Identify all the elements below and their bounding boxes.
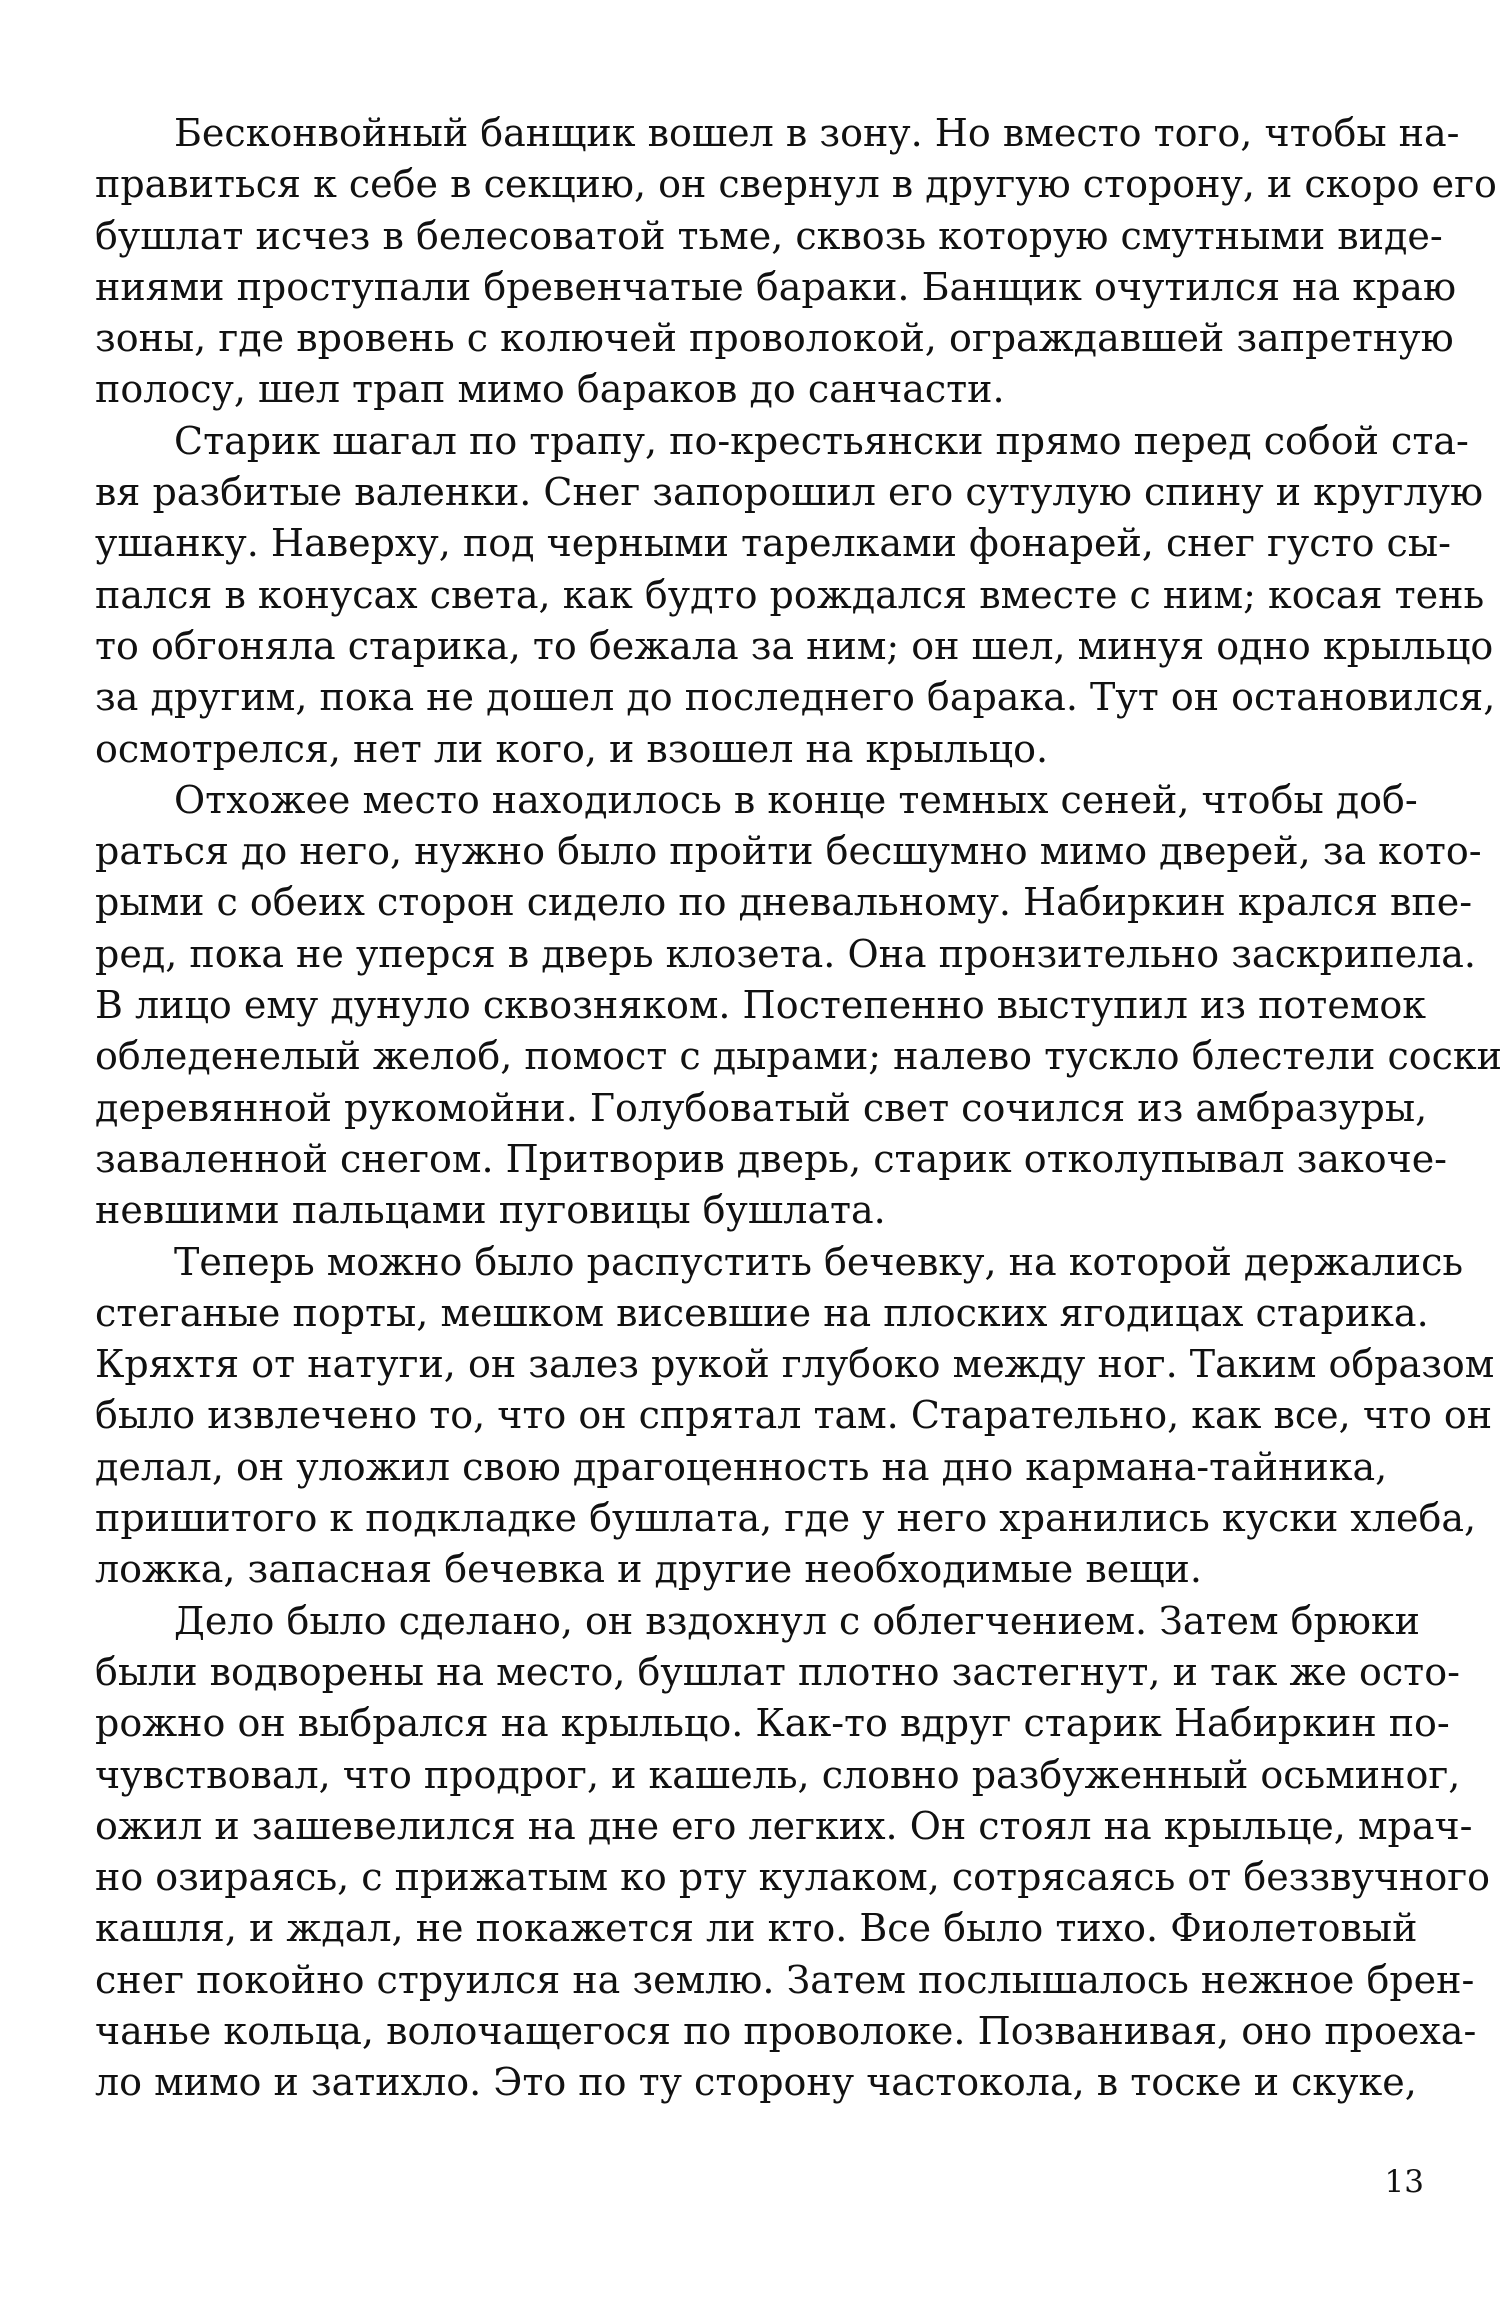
text-line: кашля, и ждал, не покажется ли кто. Все было тихо. Фиолетовый [95,1906,1418,1951]
text-line: ушанку. Наверху, под черными тарелками фонарей, снег густо сы- [95,521,1451,566]
paragraph-3 [95,775,1502,1237]
text-line: Дело было сделано, он вздохнул с облегчением. Затем брюки [174,1598,1421,1643]
text-line: ожил и зашевелился на дне его легких. Он стоял на крыльце, мрач- [95,1803,1473,1848]
text-line: были водворены на место, бушлат плотно застегнут, и так же осто- [95,1649,1460,1694]
text-line: Кряхтя от натуги, он залез рукой глубоко между ног. Таким образом [95,1342,1495,1387]
body-text [95,108,1502,2109]
text-line: ло мимо и затихло. Это по ту сторону частокола, в тоске и скуке, [95,2060,1417,2105]
text-line: стеганые порты, мешком висевшие на плоских ягодицах старика. [95,1290,1429,1335]
text-line: раться до него, нужно было пройти бесшумно мимо дверей, за кото- [95,829,1482,874]
text-line: Старик шагал по трапу, по-крестьянски прямо перед собой ста- [174,418,1469,463]
text-line: то обгоняла старика, то бежала за ним; он шел, минуя одно крыльцо [95,623,1494,668]
text-line: В лицо ему дунуло сквозняком. Постепенно выступил из потемок [95,983,1427,1028]
text-line: ред, пока не уперся в дверь клозета. Она пронзительно заскрипела. [95,931,1476,976]
text-line: ложка, запасная бечевка и другие необходимые вещи. [95,1547,1202,1592]
paragraph-5 [95,1596,1490,2109]
text-line: Теперь можно было распустить бечевку, на которой держались [174,1239,1464,1284]
text-line: делал, он уложил свою драгоценность на дно кармана-тайника, [95,1444,1388,1489]
text-line: снег покойно струился на землю. Затем послышалось нежное брен- [95,1957,1475,2002]
text-line: зоны, где вровень с колючей проволокой, ограждавшей запретную [95,316,1454,361]
text-line: Бесконвойный банщик вошел в зону. Но вместо того, чтобы на- [174,111,1460,155]
text-line: деревянной рукомойни. Голубоватый свет сочился из амбразуры, [95,1085,1428,1130]
text-line: чанье кольца, волочащегося по проволоке. Позванивая, оно проеха- [95,2008,1477,2053]
text-line: чувствовал, что продрог, и кашель, словно разбуженный осьминог, [95,1752,1461,1797]
text-line: пался в конусах света, как будто рождался вместе с ним; косая тень [95,572,1485,617]
text-line: ниями проступали бревенчатые бараки. Банщик очутился на краю [95,264,1457,309]
text-line: рожно он выбрался на крыльцо. Как-то вдруг старик Набиркин по- [95,1701,1450,1746]
text-line: правиться к себе в секцию, он свернул в другую сторону, и скоро его [95,162,1497,207]
paragraph-1 [95,108,1497,416]
text-line: заваленной снегом. Притворив дверь, старик отколупывал закоче- [95,1136,1448,1181]
paragraph-4 [95,1237,1495,1596]
text-line: вя разбитые валенки. Снег запорошил его сутулую спину и круглую [95,470,1484,515]
text-line: пришитого к подкладке бушлата, где у него хранились куски хлеба, [95,1496,1477,1541]
text-line: но озираясь, с прижатым ко рту кулаком, сотрясаясь от беззвучного [95,1855,1490,1900]
page-number: 13 [1384,2164,1424,2200]
text-line: за другим, пока не дошел до последнего барака. Тут он остановился, [95,675,1496,720]
text-line: бушлат исчез в белесоватой тьме, сквозь которую смутными виде- [95,213,1443,258]
text-line: обледенелый желоб, помост с дырами; налево тускло блестели соски [95,1034,1502,1079]
text-line: было извлечено то, что он спрятал там. Старательно, как все, что он [95,1393,1493,1438]
text-line: осмотрелся, нет ли кого, и взошел на крыльцо. [95,726,1049,771]
paragraph-2 [95,416,1496,775]
text-line: полосу, шел трап мимо бараков до санчасти. [95,367,1005,412]
text-line: Отхожее место находилось в конце темных сеней, чтобы доб- [174,777,1418,822]
text-line: невшими пальцами пуговицы бушлата. [95,1188,886,1233]
text-line: рыми с обеих сторон сидело по дневальному. Набиркин крался впе- [95,880,1473,925]
